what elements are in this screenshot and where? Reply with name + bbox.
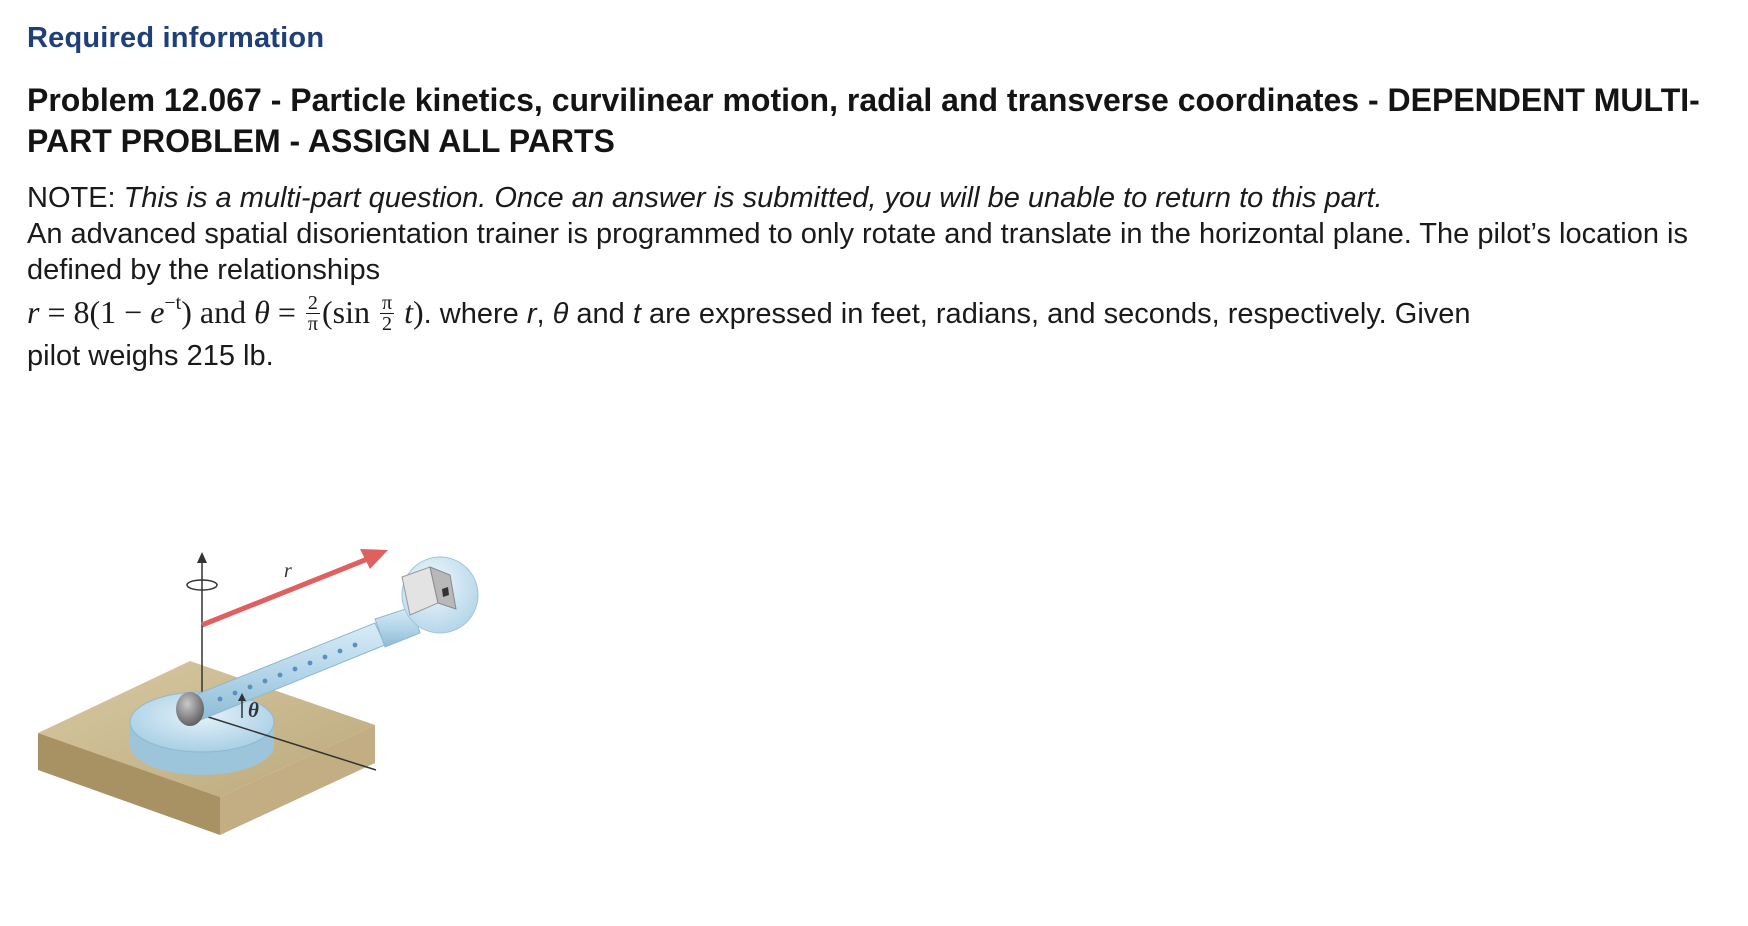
r-vector-arrow [202, 549, 388, 625]
fraction-two-over-pi [306, 293, 320, 334]
required-information-heading: Required information [27, 22, 325, 54]
trainer-figure [30, 520, 550, 870]
frac2-numerator: π [381, 292, 393, 315]
formula-eq2: = [269, 294, 304, 330]
problem-description: An advanced spatial disorientation trainer is programmed to only rotate and translate in the horizontal plane. The pilot’s location is defined by the relationships [27, 218, 1688, 286]
sin-open: (sin [321, 294, 378, 330]
tail-theta: θ [552, 297, 569, 330]
tail-t: t [632, 297, 641, 330]
tail-and: and [568, 297, 633, 330]
tail-rest: are expressed in feet, radians, and seconds, respectively. Given [640, 297, 1471, 330]
formula-line [27, 292, 1742, 342]
theta-label: θ [248, 698, 259, 722]
problem-body [27, 180, 1727, 288]
exponent: −t [164, 292, 182, 314]
problem-title: Problem 12.067 - Particle kinetics, curvilinear motion, radial and transverse coordinates - DEPENDENT MULTI-PART PROBLEM - ASSIGN ALL PARTS [27, 82, 1700, 159]
fraction-pi-over-two [380, 293, 394, 334]
formula-tail [424, 298, 1471, 331]
frac2-denominator: 2 [382, 313, 393, 336]
var-e: e [150, 294, 165, 330]
tail-prefix: . where [423, 297, 527, 330]
tail-comma: , [536, 297, 553, 330]
formula-close-and: ) and [181, 294, 255, 330]
var-theta: θ [254, 294, 270, 330]
pilot-weight-text: pilot weighs 215 lb. [27, 340, 274, 372]
frac1-numerator: 2 [306, 293, 320, 314]
r-label: r [284, 560, 292, 582]
note-text: This is a multi-part question. Once an answer is submitted, you will be unable to return to this part. [123, 182, 1383, 214]
formula-math [27, 292, 424, 336]
pilot-cab [402, 557, 478, 633]
formula-eq1: = 8(1 − [39, 294, 151, 330]
note-line [27, 180, 1727, 216]
tail-r: r [526, 297, 537, 330]
hub-joint [176, 692, 204, 726]
var-r: r [27, 294, 40, 330]
var-t: t [396, 294, 413, 330]
note-label: NOTE: [27, 182, 124, 214]
formula-close: ) [412, 294, 424, 330]
frac1-denominator: π [307, 313, 318, 336]
